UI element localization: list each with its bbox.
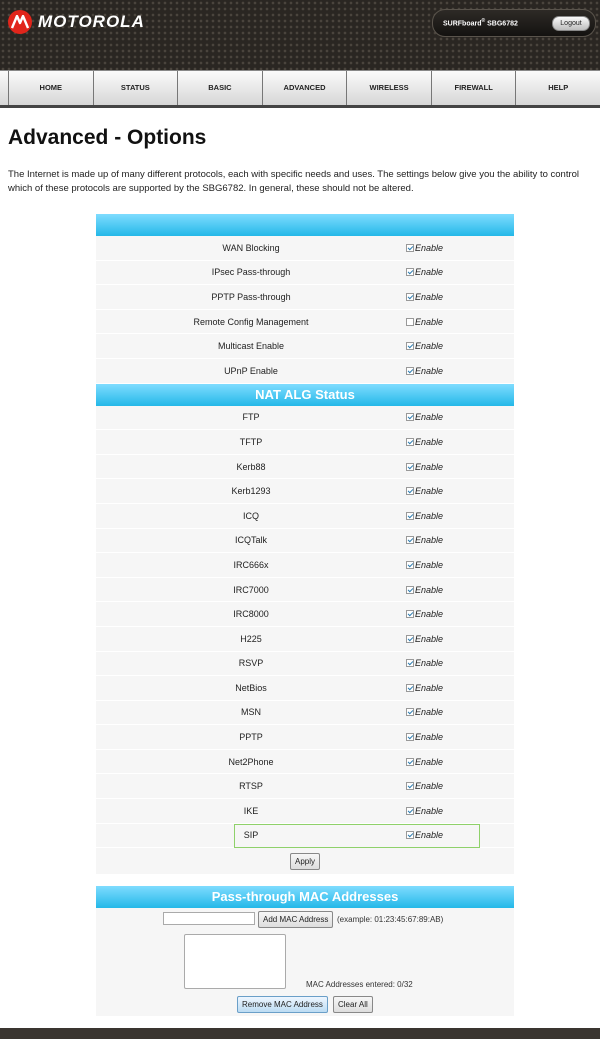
option-label: WAN Blocking xyxy=(222,242,280,253)
nav-basic[interactable]: BASIC xyxy=(178,71,263,105)
nat-alg-row-ftp xyxy=(96,406,514,431)
option-row-wan-blocking xyxy=(96,236,514,261)
option-enable-control xyxy=(406,292,443,302)
enable-checkbox-h225[interactable] xyxy=(406,635,414,643)
nat-alg-label: Kerb88 xyxy=(236,461,266,472)
logout-button[interactable]: Logout xyxy=(552,16,590,31)
nat-alg-row-pptp xyxy=(96,725,514,750)
enable-checkbox-msn[interactable] xyxy=(406,708,414,716)
nat-alg-label: H225 xyxy=(240,633,262,644)
enable-label: Enable xyxy=(415,267,444,278)
enable-label: Enable xyxy=(415,609,444,620)
nat-alg-label: IRC666x xyxy=(233,559,269,570)
nat-alg-header: NAT ALG Status xyxy=(96,384,514,406)
nat-alg-row-h225 xyxy=(96,627,514,652)
footer-bar xyxy=(0,1028,600,1039)
brand-name: MOTOROLA xyxy=(38,12,145,31)
enable-checkbox-netbios[interactable] xyxy=(406,684,414,692)
apply-row xyxy=(96,848,514,874)
nat-alg-enable-control xyxy=(406,412,443,422)
option-row-pptp-pass-through xyxy=(96,285,514,310)
nat-alg-label: RSVP xyxy=(238,658,264,669)
enable-checkbox-rtsp[interactable] xyxy=(406,782,414,790)
nat-alg-label: TFTP xyxy=(239,436,263,447)
nat-alg-row-sip xyxy=(96,824,514,849)
option-label: IPsec Pass-through xyxy=(211,267,291,278)
enable-checkbox-irc7000[interactable] xyxy=(406,586,414,594)
enable-checkbox-kerb1293[interactable] xyxy=(406,487,414,495)
enable-checkbox-ipsec-pass-through[interactable] xyxy=(406,268,414,276)
nat-alg-row-rtsp xyxy=(96,774,514,799)
nat-alg-label: MSN xyxy=(241,707,261,718)
option-label: PPTP Pass-through xyxy=(211,291,291,302)
option-label: UPnP Enable xyxy=(224,365,278,376)
option-enable-control xyxy=(406,317,443,327)
nat-alg-label: ICQTalk xyxy=(234,535,267,546)
enable-label: Enable xyxy=(415,658,444,669)
nat-alg-row-netbios xyxy=(96,676,514,701)
nat-alg-label: IRC7000 xyxy=(233,584,269,595)
enable-label: Enable xyxy=(415,510,444,521)
nat-alg-label: SIP xyxy=(243,830,259,841)
enable-label: Enable xyxy=(415,341,444,352)
remove-mac-button[interactable]: Remove MAC Address xyxy=(237,996,328,1013)
clear-all-button[interactable]: Clear All xyxy=(333,996,373,1013)
nat-alg-row-kerb88 xyxy=(96,455,514,480)
option-row-upnp-enable xyxy=(96,359,514,384)
nat-alg-row-icqtalk xyxy=(96,529,514,554)
nat-alg-row-msn xyxy=(96,701,514,726)
header-bar xyxy=(0,0,600,70)
nat-alg-label: FTP xyxy=(242,412,260,423)
option-enable-control xyxy=(406,366,443,376)
nat-alg-label: NetBios xyxy=(235,682,267,693)
nat-alg-row-irc7000 xyxy=(96,578,514,603)
nat-alg-enable-control xyxy=(406,437,443,447)
enable-label: Enable xyxy=(415,242,444,253)
enable-checkbox-pptp-pass-through[interactable] xyxy=(406,293,414,301)
enable-checkbox-net2phone[interactable] xyxy=(406,758,414,766)
enable-checkbox-icqtalk[interactable] xyxy=(406,536,414,544)
enable-label: Enable xyxy=(415,830,444,841)
enable-label: Enable xyxy=(415,436,444,447)
nat-alg-enable-control xyxy=(406,658,443,668)
enable-checkbox-rsvp[interactable] xyxy=(406,659,414,667)
enable-label: Enable xyxy=(415,461,444,472)
enable-label: Enable xyxy=(415,412,444,423)
nat-alg-label: Net2Phone xyxy=(228,756,274,767)
nav-status[interactable]: STATUS xyxy=(94,71,179,105)
enable-label: Enable xyxy=(415,291,444,302)
enable-label: Enable xyxy=(415,732,444,743)
nat-alg-enable-control xyxy=(406,781,443,791)
nat-alg-row-icq xyxy=(96,504,514,529)
option-row-multicast-enable xyxy=(96,334,514,359)
option-enable-control xyxy=(406,243,443,253)
nat-alg-enable-control xyxy=(406,462,443,472)
nat-alg-row-rsvp xyxy=(96,652,514,677)
apply-button[interactable]: Apply xyxy=(290,853,320,870)
enable-checkbox-remote-config-management[interactable] xyxy=(406,318,414,326)
enable-checkbox-tftp[interactable] xyxy=(406,438,414,446)
nat-alg-enable-control xyxy=(406,806,443,816)
mac-panel xyxy=(96,886,514,1016)
option-row-remote-config-management xyxy=(96,310,514,335)
option-row-ipsec-pass-through xyxy=(96,261,514,286)
nat-alg-enable-control xyxy=(406,535,443,545)
enable-checkbox-irc666x[interactable] xyxy=(406,561,414,569)
enable-checkbox-ike[interactable] xyxy=(406,807,414,815)
nat-alg-enable-control xyxy=(406,486,443,496)
enable-checkbox-irc8000[interactable] xyxy=(406,610,414,618)
enable-label: Enable xyxy=(415,316,444,327)
nat-alg-enable-control xyxy=(406,560,443,570)
nat-alg-enable-control xyxy=(406,511,443,521)
page-title: Advanced - Options xyxy=(8,126,207,149)
enable-checkbox-icq[interactable] xyxy=(406,512,414,520)
enable-checkbox-pptp[interactable] xyxy=(406,733,414,741)
nav-wireless[interactable]: WIRELESS xyxy=(347,71,432,105)
nat-alg-row-ike xyxy=(96,799,514,824)
nat-alg-row-irc8000 xyxy=(96,602,514,627)
model-badge xyxy=(432,9,596,37)
nat-alg-label: Kerb1293 xyxy=(231,486,271,497)
options-header xyxy=(96,214,514,236)
nat-alg-enable-control xyxy=(406,830,443,840)
enable-checkbox-multicast-enable[interactable] xyxy=(406,342,414,350)
model-label: SURFboard® SBG6782 xyxy=(443,18,518,28)
add-mac-button[interactable]: Add MAC Address xyxy=(258,911,333,928)
nav-advanced[interactable]: ADVANCED xyxy=(263,71,348,105)
option-enable-control xyxy=(406,267,443,277)
option-enable-control xyxy=(406,341,443,351)
enable-label: Enable xyxy=(415,365,444,376)
option-label: Multicast Enable xyxy=(217,341,285,352)
nav-help[interactable]: HELP xyxy=(548,83,569,92)
enable-label: Enable xyxy=(415,535,444,546)
page-intro: The Internet is made up of many different protocols, each with specific needs and uses. The settings below give you the ability to control which of these protocols are supported by the SBG6782. In general, these should not be altered. xyxy=(8,169,580,194)
enable-label: Enable xyxy=(415,486,444,497)
enable-label: Enable xyxy=(415,559,444,570)
main-nav xyxy=(0,70,600,108)
options-panel xyxy=(96,214,514,874)
motorola-logo-icon xyxy=(8,10,32,34)
mac-count-text: MAC Addresses entered: 0/32 xyxy=(306,980,413,989)
nav-home[interactable]: HOME xyxy=(8,71,94,105)
nat-alg-enable-control xyxy=(406,585,443,595)
nat-alg-label: IRC8000 xyxy=(233,609,269,620)
enable-checkbox-sip[interactable] xyxy=(406,831,414,839)
enable-checkbox-ftp[interactable] xyxy=(406,413,414,421)
nat-alg-enable-control xyxy=(406,707,443,717)
nat-alg-row-net2phone xyxy=(96,750,514,775)
nat-alg-label: ICQ xyxy=(242,510,259,521)
nat-alg-row-tftp xyxy=(96,430,514,455)
nat-alg-enable-control xyxy=(406,757,443,767)
enable-checkbox-kerb88[interactable] xyxy=(406,463,414,471)
nat-alg-label: IKE xyxy=(243,805,259,816)
enable-label: Enable xyxy=(415,805,444,816)
nat-alg-row-kerb1293 xyxy=(96,479,514,504)
nat-alg-enable-control xyxy=(406,732,443,742)
mac-input-row xyxy=(96,908,514,932)
mac-example-text: (example: 01:23:45:67:89:AB) xyxy=(337,915,444,924)
nat-alg-enable-control xyxy=(406,634,443,644)
enable-label: Enable xyxy=(415,781,444,792)
mac-address-list[interactable] xyxy=(184,934,286,989)
enable-label: Enable xyxy=(415,707,444,718)
mac-address-input[interactable] xyxy=(163,912,255,925)
nat-alg-label: PPTP xyxy=(239,732,263,743)
nat-alg-row-irc666x xyxy=(96,553,514,578)
nat-alg-enable-control xyxy=(406,609,443,619)
enable-label: Enable xyxy=(415,633,444,644)
enable-label: Enable xyxy=(415,756,444,767)
option-label: Remote Config Management xyxy=(193,316,309,327)
enable-checkbox-wan-blocking[interactable] xyxy=(406,244,414,252)
enable-label: Enable xyxy=(415,584,444,595)
mac-header: Pass-through MAC Addresses xyxy=(96,886,514,908)
enable-label: Enable xyxy=(415,682,444,693)
nav-firewall[interactable]: FIREWALL xyxy=(432,71,517,105)
nat-alg-enable-control xyxy=(406,683,443,693)
nat-alg-label: RTSP xyxy=(239,781,263,792)
enable-checkbox-upnp-enable[interactable] xyxy=(406,367,414,375)
